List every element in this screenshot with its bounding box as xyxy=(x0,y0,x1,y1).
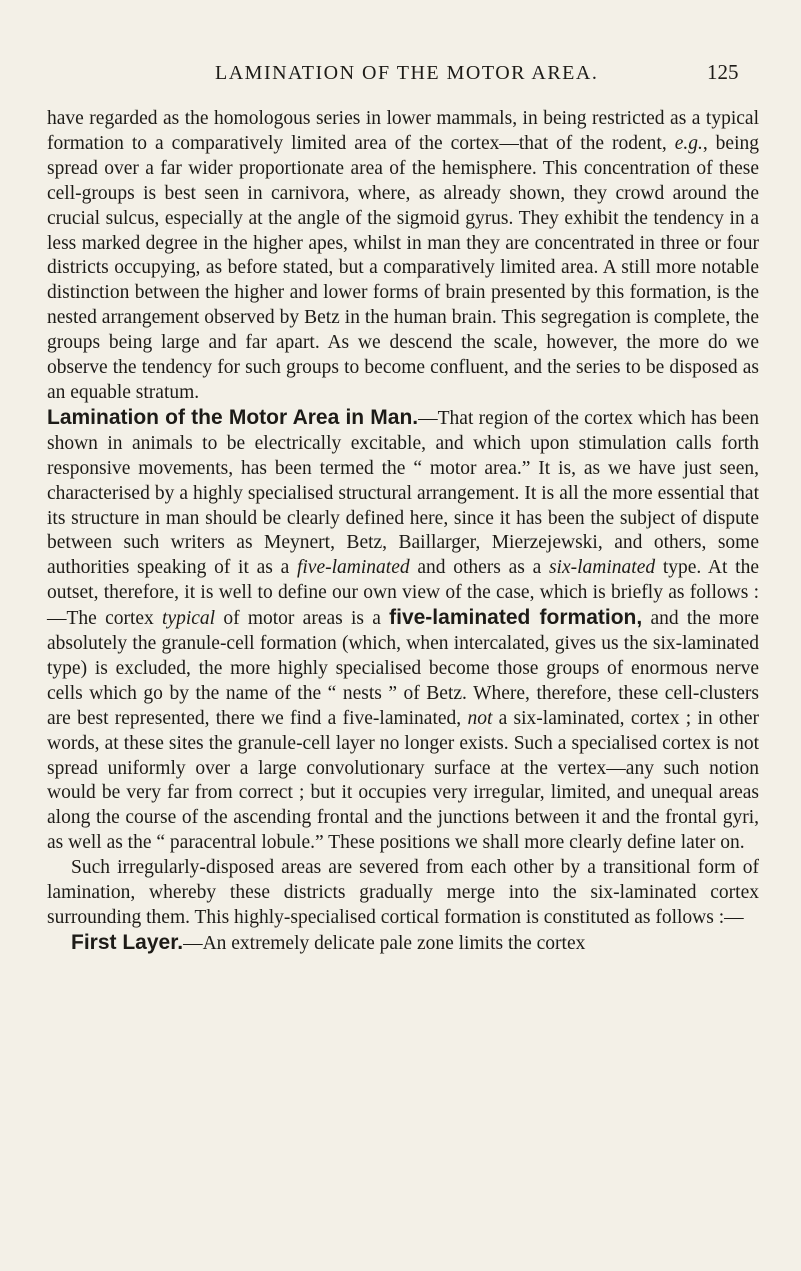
page-header xyxy=(0,58,801,88)
para2-text-6: a six-laminated, cortex ; in other words, at these sites the granule-cell layer no longer exists. Such a specialised cortex is not spread uniformly over a large convolutionary surface at the vertex—any such notion would be very far from correct ; but it occupies very irregular, limited, and unequal areas along the course of the ascending frontal and the junctions between it and the frontal gyri, as well as the “ paracentral lobule.” These positions we shall more clearly define later on. xyxy=(47,707,759,854)
page-number: 125 xyxy=(707,60,739,84)
body-text xyxy=(47,107,759,957)
inline-heading-five-laminated: five-laminated formation, xyxy=(389,606,643,630)
para2-text-4: of motor areas is a xyxy=(215,608,390,630)
para1-eg: e.g. xyxy=(674,132,703,154)
para2-text-5: and the more absolutely the granule-cell formation (which, when intercalated, gives us the six-laminated type) is excluded, the more highly specialised become those groups of enormous nerve cells which go by the name of the “ nests ” of Betz. Where, therefore, these cell-clusters are best represented, there we find a five-laminated, xyxy=(47,608,759,729)
para2-five-laminated: five-laminated xyxy=(296,557,410,579)
para1-text-1: have regarded as the homologous series in lower mammals, in being restricted as a typical formation to a comparatively limited area of the cortex—that of the rodent, xyxy=(47,108,759,154)
paragraph-2 xyxy=(47,406,759,856)
para4-text: —An extremely delicate pale zone limits the cortex xyxy=(183,932,586,954)
section-heading-first-layer: First Layer. xyxy=(71,930,184,954)
paragraph-1 xyxy=(47,107,759,406)
para2-not: not xyxy=(467,707,493,729)
paragraph-4 xyxy=(47,931,759,957)
para2-text-1: —That region of the cortex which has been shown in animals to be electrically excitable, and which upon stimulation calls forth responsive movements, has been termed the “ motor area.” It is, as we have just seen, characterised by a highly specialised structural arrangement. It is all the more essential that its structure in man should be clearly defined here, since it has been the subject of dispute between such writers as Meynert, Betz, Baillarger, Mierzejewski, and others, some authorities speaking of it as a xyxy=(47,407,759,579)
para2-typical: typical xyxy=(162,608,216,630)
para1-text-2: , being spread over a far wider proportionate area of the hemisphere. This concentration of these cell-groups is best seen in carnivora, where, as already shown, they crowd around the crucial sulcus, especially at the angle of the sigmoid gyrus. They exhibit the tendency in a less marked degree in the higher apes, whilst in man they are concentrated in three or four districts occupying, as before stated, but a comparatively limited area. A still more notable distinction between the higher and lower forms of brain presented by this formation, is the nested arrangement observed by Betz in the human brain. This segregation is complete, the groups being large and far apart. As we descend the scale, however, the more do we observe the tendency for such groups to become confluent, and the series to be disposed as an equable stratum. xyxy=(47,132,759,403)
section-heading-lamination: Lamination of the Motor Area in Man. xyxy=(47,405,419,429)
paragraph-3: Such irregularly-disposed areas are severed from each other by a transitional form of lamination, whereby these districts gradually merge into the six-laminated cortex surrounding them. This highly-specialised cortical formation is constituted as follows :— xyxy=(47,857,759,928)
para2-text-3: type. At the outset, therefore, it is well to define our own view of the case, which is briefly as follows :—The cortex xyxy=(47,557,759,630)
running-head: LAMINATION OF THE MOTOR AREA. xyxy=(215,62,599,84)
para2-text-2: and others as a xyxy=(409,557,549,579)
para2-six-laminated: six-laminated xyxy=(548,557,656,579)
